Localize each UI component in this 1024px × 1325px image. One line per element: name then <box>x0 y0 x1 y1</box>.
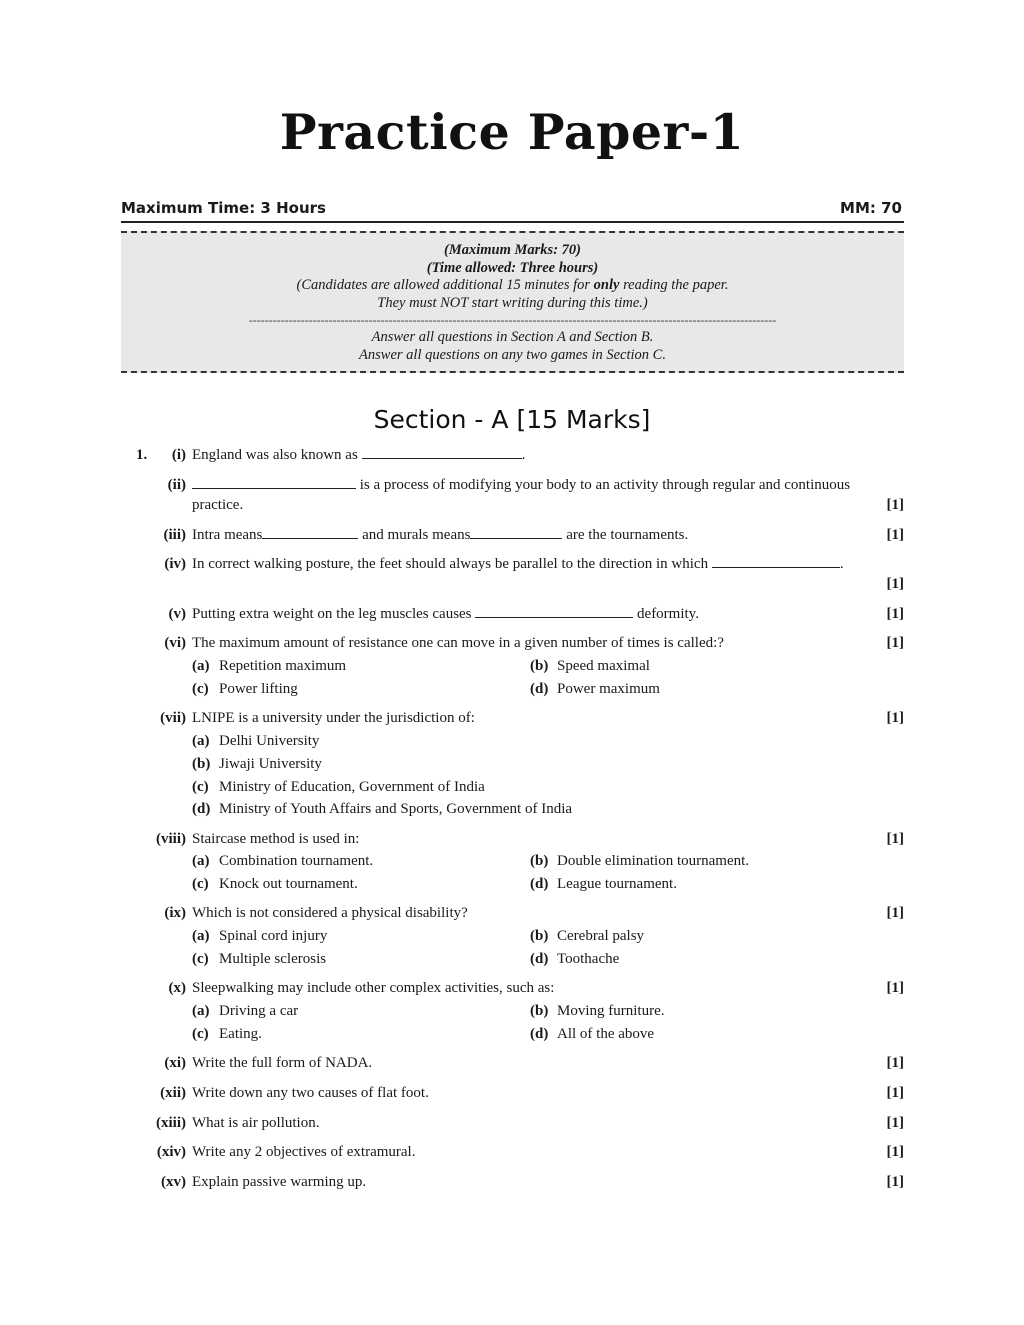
option-b <box>530 656 650 676</box>
question-marks: [1] <box>886 1055 904 1071</box>
question-text: What is air pollution. <box>192 1115 320 1131</box>
option-text: Power maximum <box>557 681 660 697</box>
option-c <box>192 1024 262 1044</box>
question-text-pre: England was also known as <box>192 447 362 463</box>
option-text: All of the above <box>557 1026 655 1042</box>
option-c <box>192 777 485 797</box>
instr-reading-pre: (Candidates are allowed additional 15 minutes for <box>296 277 594 293</box>
question-marks: [1] <box>886 710 904 726</box>
option-text: Combination tournament. <box>219 853 374 869</box>
question-text <box>192 475 904 495</box>
option-label: (c) <box>192 779 209 795</box>
question-text <box>192 604 852 624</box>
instr-reading-time <box>121 277 904 295</box>
question-text: Sleepwalking may include other complex activities, such as: <box>192 980 555 996</box>
question-marks: [1] <box>886 905 904 921</box>
exam-meta-row <box>121 199 904 223</box>
question-roman: (iii) <box>163 527 186 543</box>
option-text: Ministry of Education, Government of India <box>219 779 485 795</box>
question-text-post: . <box>839 556 844 572</box>
question-marks: [1] <box>886 1085 904 1101</box>
option-text: Moving furniture. <box>557 1003 665 1019</box>
instr-separator: ------------------------------------------------------------------------------------------------------------------------------------ <box>248 313 777 327</box>
option-label: (c) <box>192 681 209 697</box>
question-marks: [1] <box>886 1144 904 1160</box>
option-a <box>192 656 346 676</box>
option-c <box>192 874 358 894</box>
option-label: (b) <box>192 756 211 772</box>
question-marks: [1] <box>886 606 904 622</box>
instr-sections-ab: Answer all questions in Section A and Section B. <box>371 329 654 345</box>
question-text-pre: In correct walking posture, the feet should always be parallel to the direction in which <box>192 556 712 572</box>
option-text: League tournament. <box>557 876 677 892</box>
option-a <box>192 1001 298 1021</box>
question-roman: (vi) <box>164 635 186 651</box>
question-marks: [1] <box>886 576 904 592</box>
question-roman: (xiv) <box>156 1144 186 1160</box>
question-marks: [1] <box>886 497 904 513</box>
question-roman: (ii) <box>167 477 186 493</box>
question-text-post: . <box>521 447 526 463</box>
option-c <box>192 949 326 969</box>
question-marks: [1] <box>886 635 904 651</box>
option-text: Jiwaji University <box>219 756 322 772</box>
option-text: Driving a car <box>219 1003 299 1019</box>
max-marks: MM: 70 <box>840 199 902 217</box>
question-text-post: is a process of modifying your body to an activity through regular and continuous <box>356 477 851 493</box>
question-text: Which is not considered a physical disability? <box>192 905 468 921</box>
fill-blank <box>475 604 633 618</box>
instr-max-marks: (Maximum Marks: 70) <box>444 242 581 258</box>
question-text-post: are the tournaments. <box>562 527 689 543</box>
question-roman: (ix) <box>164 905 186 921</box>
fill-blank <box>192 475 356 489</box>
question-text: Explain passive warming up. <box>192 1174 367 1190</box>
instructions-box <box>121 231 904 373</box>
page-title: Practice Paper-1 <box>279 103 745 161</box>
question-marks: [1] <box>886 527 904 543</box>
option-text: Toothache <box>557 951 620 967</box>
question-text-pre: Putting extra weight on the leg muscles causes <box>192 606 476 622</box>
option-label: (a) <box>192 658 210 674</box>
option-text: Spinal cord injury <box>219 928 328 944</box>
option-b <box>530 851 749 871</box>
option-text: Power lifting <box>219 681 298 697</box>
question-text <box>192 554 904 574</box>
option-label: (a) <box>192 928 210 944</box>
option-label: (d) <box>530 1026 549 1042</box>
question-roman: (i) <box>171 447 186 463</box>
instr-no-writing: They must NOT start writing during this time.) <box>377 294 648 311</box>
option-label: (a) <box>192 733 210 749</box>
instr-reading-post: reading the paper. <box>619 277 729 293</box>
question-roman: (xii) <box>160 1085 186 1101</box>
option-text: Repetition maximum <box>219 658 347 674</box>
section-heading: Section - A [15 Marks] <box>373 405 651 434</box>
option-d <box>530 679 660 699</box>
question-roman: (x) <box>168 980 186 996</box>
option-b <box>192 754 322 774</box>
fill-blank <box>362 445 522 459</box>
option-label: (b) <box>530 658 549 674</box>
instr-reading-bold: only <box>593 277 620 293</box>
option-d <box>530 1024 654 1044</box>
question-marks: [1] <box>886 1115 904 1131</box>
option-label: (d) <box>530 681 549 697</box>
option-text: Eating. <box>219 1026 262 1042</box>
option-b <box>530 926 644 946</box>
option-label: (c) <box>192 1026 209 1042</box>
option-label: (b) <box>530 1003 549 1019</box>
option-d <box>530 874 677 894</box>
option-text: Cerebral palsy <box>557 928 645 944</box>
option-label: (d) <box>192 801 211 817</box>
option-label: (c) <box>192 876 209 892</box>
question-roman: (vii) <box>160 710 186 726</box>
question-text: The maximum amount of resistance one can move in a given number of times is called:? <box>192 635 724 651</box>
option-label: (b) <box>530 853 549 869</box>
option-a <box>192 851 373 871</box>
option-text: Knock out tournament. <box>219 876 358 892</box>
question-number: 1. <box>136 447 148 463</box>
question-text: Write the full form of NADA. <box>192 1055 373 1071</box>
option-text: Delhi University <box>219 733 320 749</box>
option-c <box>192 679 298 699</box>
option-text: Multiple sclerosis <box>219 951 327 967</box>
max-time: Maximum Time: 3 Hours <box>121 199 326 217</box>
question-text: Write down any two causes of flat foot. <box>192 1085 429 1101</box>
question-text-mid: and murals means <box>358 527 471 543</box>
option-label: (d) <box>530 951 549 967</box>
option-label: (c) <box>192 951 209 967</box>
question-text-pre: Intra means <box>192 527 263 543</box>
option-text: Ministry of Youth Affairs and Sports, Government of India <box>219 801 573 817</box>
option-label: (d) <box>530 876 549 892</box>
question-text-cont: practice. <box>192 497 244 513</box>
question-roman: (xiii) <box>156 1115 186 1131</box>
question-text: LNIPE is a university under the jurisdiction of: <box>192 710 475 726</box>
option-b <box>530 1001 664 1021</box>
question-marks: [1] <box>886 831 904 847</box>
question-roman: (v) <box>168 606 186 622</box>
option-label: (a) <box>192 853 210 869</box>
instr-section-c: Answer all questions on any two games in Section C. <box>359 346 666 363</box>
question-text <box>192 445 852 465</box>
option-a <box>192 731 319 751</box>
fill-blank <box>712 554 840 568</box>
option-label: (a) <box>192 1003 210 1019</box>
question-roman: (iv) <box>164 556 186 572</box>
option-label: (b) <box>530 928 549 944</box>
option-d <box>530 949 619 969</box>
question-roman: (xv) <box>161 1174 186 1190</box>
question-marks: [1] <box>886 980 904 996</box>
question-text: Staircase method is used in: <box>192 831 360 847</box>
fill-blank <box>470 525 562 539</box>
option-text: Speed maximal <box>557 658 650 674</box>
option-text: Double elimination tournament. <box>557 853 750 869</box>
question-roman: (viii) <box>156 831 186 847</box>
option-a <box>192 926 327 946</box>
fill-blank <box>262 525 358 539</box>
instr-time-allowed: (Time allowed: Three hours) <box>426 259 599 276</box>
question-text <box>192 525 852 545</box>
option-d <box>192 799 572 819</box>
question-text-post: deformity. <box>633 606 699 622</box>
question-text: Write any 2 objectives of extramural. <box>192 1144 416 1160</box>
question-roman: (xi) <box>164 1055 186 1071</box>
question-marks: [1] <box>886 1174 904 1190</box>
